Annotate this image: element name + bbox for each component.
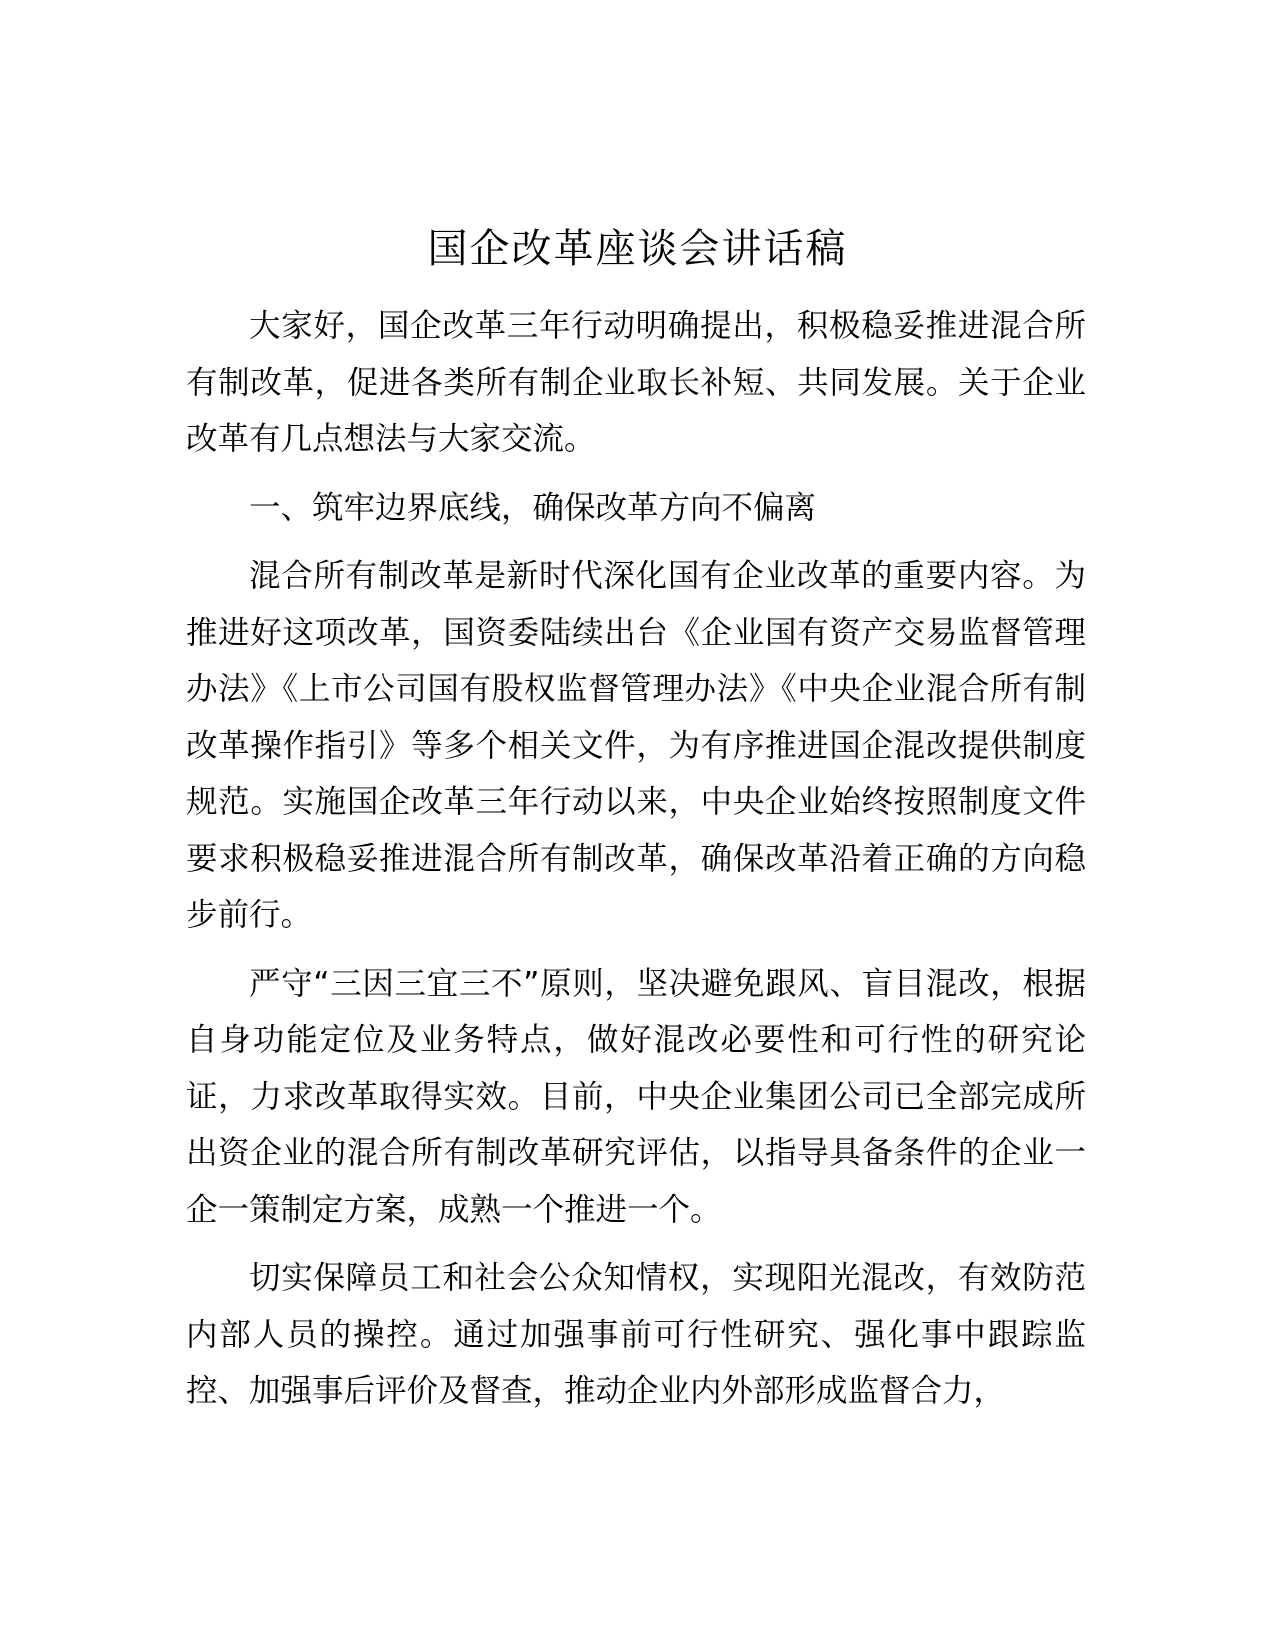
paragraph-reform-content: 混合所有制改革是新时代深化国有企业改革的重要内容。为推进好这项改革，国资委陆续出台《企业国有资产交易监督管理办法》《上市公司国有股权监督管理办法》《中央企业混合所有制改革操作指引》等多个相关文件，为有序推进国企混改提供制度规范。实施国企改革三年行动以来，中央企业始终按照制度文件要求积极稳妥推进混合所有制改革，确保改革沿着正确的方向稳步前行。 — [186, 558, 1086, 933]
paragraph-intro: 大家好，国企改革三年行动明确提出，积极稳妥推进混合所有制改革，促进各类所有制企业取长补短、共同发展。关于企业改革有几点想法与大家交流。 — [186, 308, 1086, 457]
section-heading-1: 一、筑牢边界底线，确保改革方向不偏离 — [249, 489, 817, 526]
document-body — [186, 298, 1086, 1420]
paragraph-principles: 严守“三因三宜三不”原则，坚决避免跟风、盲目混改，根据自身功能定位及业务特点，做好混改必要性和可行性的研究论证，力求改革取得实效。目前，中央企业集团公司已全部完成所出资企业的混合所有制改革研究评估，以指导具备条件的企业一企一策制定方案，成熟一个推进一个。 — [186, 965, 1086, 1228]
paragraph-transparency: 切实保障员工和社会公众知情权，实现阳光混改，有效防范内部人员的操控。通过加强事前可行性研究、强化事中跟踪监控、加强事后评价及督查，推动企业内外部形成监督合力， — [186, 1260, 1086, 1409]
document-title: 国企改革座谈会讲话稿 — [427, 226, 848, 272]
